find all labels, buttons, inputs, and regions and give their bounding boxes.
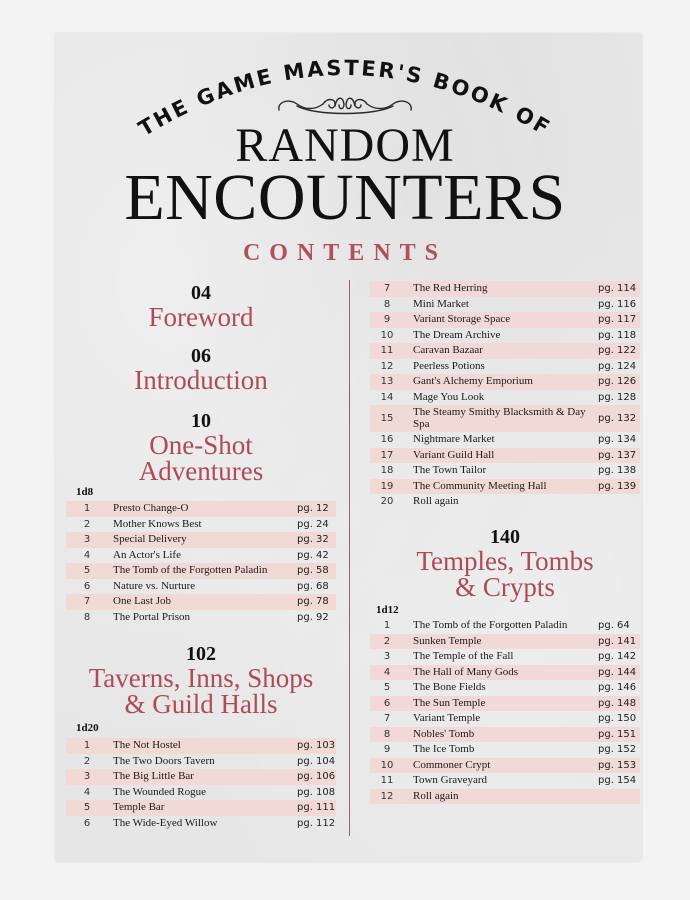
temples-table	[370, 618, 640, 804]
section-title-line2: Adventures	[138, 456, 264, 486]
table-row[interactable]: 2 Mother Knows Best pg. 24	[83, 517, 329, 530]
table-row[interactable]: 2 The Two Doors Tavern pg. 104	[83, 754, 336, 767]
title-encounters: ENCOUNTERS	[124, 161, 566, 234]
section-page-number: 102	[186, 643, 216, 665]
title-random: RANDOM	[235, 119, 455, 172]
section-foreword[interactable]	[66, 282, 336, 330]
table-row[interactable]: 7 One Last Job pg. 78	[66, 594, 336, 610]
die-label: 1d20	[76, 722, 99, 734]
flourish-ornament-icon	[275, 92, 415, 118]
table-row[interactable]: 8 The Portal Prison pg. 92	[83, 610, 329, 623]
taverns-table-part1	[66, 738, 336, 831]
arc-title-text: THE GAME MASTER'S BOOK OF	[134, 55, 556, 141]
table-row[interactable]: 1 The Tomb of the Forgotten Paladin pg. 64	[383, 619, 630, 631]
table-row[interactable]: 3 Special Delivery pg. 32	[66, 532, 336, 548]
section-title-line2: & Guild Halls	[124, 689, 278, 719]
section-temples-tombs-crypts[interactable]	[370, 526, 640, 600]
table-row[interactable]: 9 Variant Storage Space pg. 117	[370, 312, 640, 328]
table-row[interactable]: 14 Mage You Look pg. 128	[380, 390, 637, 403]
table-row[interactable]: 6 The Sun Temple pg. 148	[370, 696, 640, 712]
table-row[interactable]: 10 The Dream Archive pg. 118	[380, 328, 637, 341]
table-row[interactable]: 10 Commoner Crypt pg. 153	[370, 758, 640, 774]
table-row[interactable]: 11 Caravan Bazaar pg. 122	[370, 343, 640, 359]
section-page-number: 140	[490, 526, 520, 548]
table-row[interactable]: 8 Nobles' Tomb pg. 151	[370, 727, 640, 743]
table-row[interactable]: 2 Sunken Temple pg. 141	[370, 634, 640, 650]
section-page-number: 06	[191, 345, 211, 367]
table-row[interactable]: 3 The Big Little Bar pg. 106	[66, 769, 336, 785]
table-row[interactable]: 5 Temple Bar pg. 111	[66, 800, 336, 816]
table-row[interactable]: 11 Town Graveyard pg. 154	[380, 774, 637, 786]
table-row[interactable]: 5 The Tomb of the Forgotten Paladin pg. 58	[66, 563, 336, 579]
table-row[interactable]: 13 Gant's Alchemy Emporium pg. 126	[370, 374, 640, 390]
table-row[interactable]: 4 An Actor's Life pg. 42	[83, 548, 329, 561]
table-row[interactable]: 4 The Hall of Many Gods pg. 144	[370, 665, 640, 681]
table-row[interactable]: 4 The Wounded Rogue pg. 108	[83, 785, 336, 798]
contents-heading: CONTENTS	[242, 240, 448, 266]
table-row[interactable]: 1 Presto Change-O pg. 12	[66, 501, 336, 517]
table-row[interactable]: 1 The Not Hostel pg. 103	[66, 738, 336, 754]
table-row[interactable]: 17 Variant Guild Hall pg. 137	[370, 448, 640, 464]
taverns-table-part2	[370, 281, 640, 510]
section-page-number: 10	[191, 410, 211, 432]
section-one-shot-adventures[interactable]	[66, 410, 336, 484]
section-title-line1: Temples, Tombs	[416, 546, 594, 576]
table-row[interactable]: 6 Nature vs. Nurture pg. 68	[83, 579, 329, 592]
section-title: Foreword	[148, 302, 254, 332]
die-label: 1d12	[376, 604, 399, 616]
table-row[interactable]: 7 The Red Herring pg. 114	[370, 281, 640, 297]
table-row[interactable]: 18 The Town Tailor pg. 138	[380, 464, 637, 476]
section-title-line1: Taverns, Inns, Shops	[88, 663, 314, 693]
table-row[interactable]: 15 The Steamy Smithy Blacksmith & Day Spa pg. 132	[370, 405, 640, 432]
table-row[interactable]: 16 Nightmare Market pg. 134	[380, 433, 637, 445]
table-row[interactable]: 5 The Bone Fields pg. 146	[383, 681, 637, 693]
table-row[interactable]: 12 Peerless Potions pg. 124	[380, 359, 637, 372]
column-divider	[349, 280, 350, 836]
section-title-line1: One-Shot	[149, 430, 253, 460]
section-introduction[interactable]	[66, 345, 336, 393]
table-row[interactable]: 19 The Community Meeting Hall pg. 139	[370, 479, 640, 495]
table-row[interactable]: 9 The Ice Tomb pg. 152	[383, 743, 637, 755]
die-label: 1d8	[76, 486, 94, 498]
table-row[interactable]: 3 The Temple of the Fall pg. 142	[383, 650, 637, 662]
one-shot-table	[66, 501, 336, 625]
table-row[interactable]: 20 Roll again	[380, 495, 459, 507]
table-row[interactable]: 8 Mini Market pg. 116	[383, 297, 637, 310]
section-taverns-inns-shops[interactable]	[66, 643, 336, 717]
section-title: Introduction	[134, 365, 268, 395]
section-title-line2: & Crypts	[455, 572, 555, 602]
table-row[interactable]: 6 The Wide-Eyed Willow pg. 112	[83, 816, 336, 829]
section-page-number: 04	[191, 282, 211, 304]
table-row[interactable]: 7 Variant Temple pg. 150	[383, 712, 637, 724]
table-row[interactable]: 12 Roll again	[370, 789, 640, 805]
